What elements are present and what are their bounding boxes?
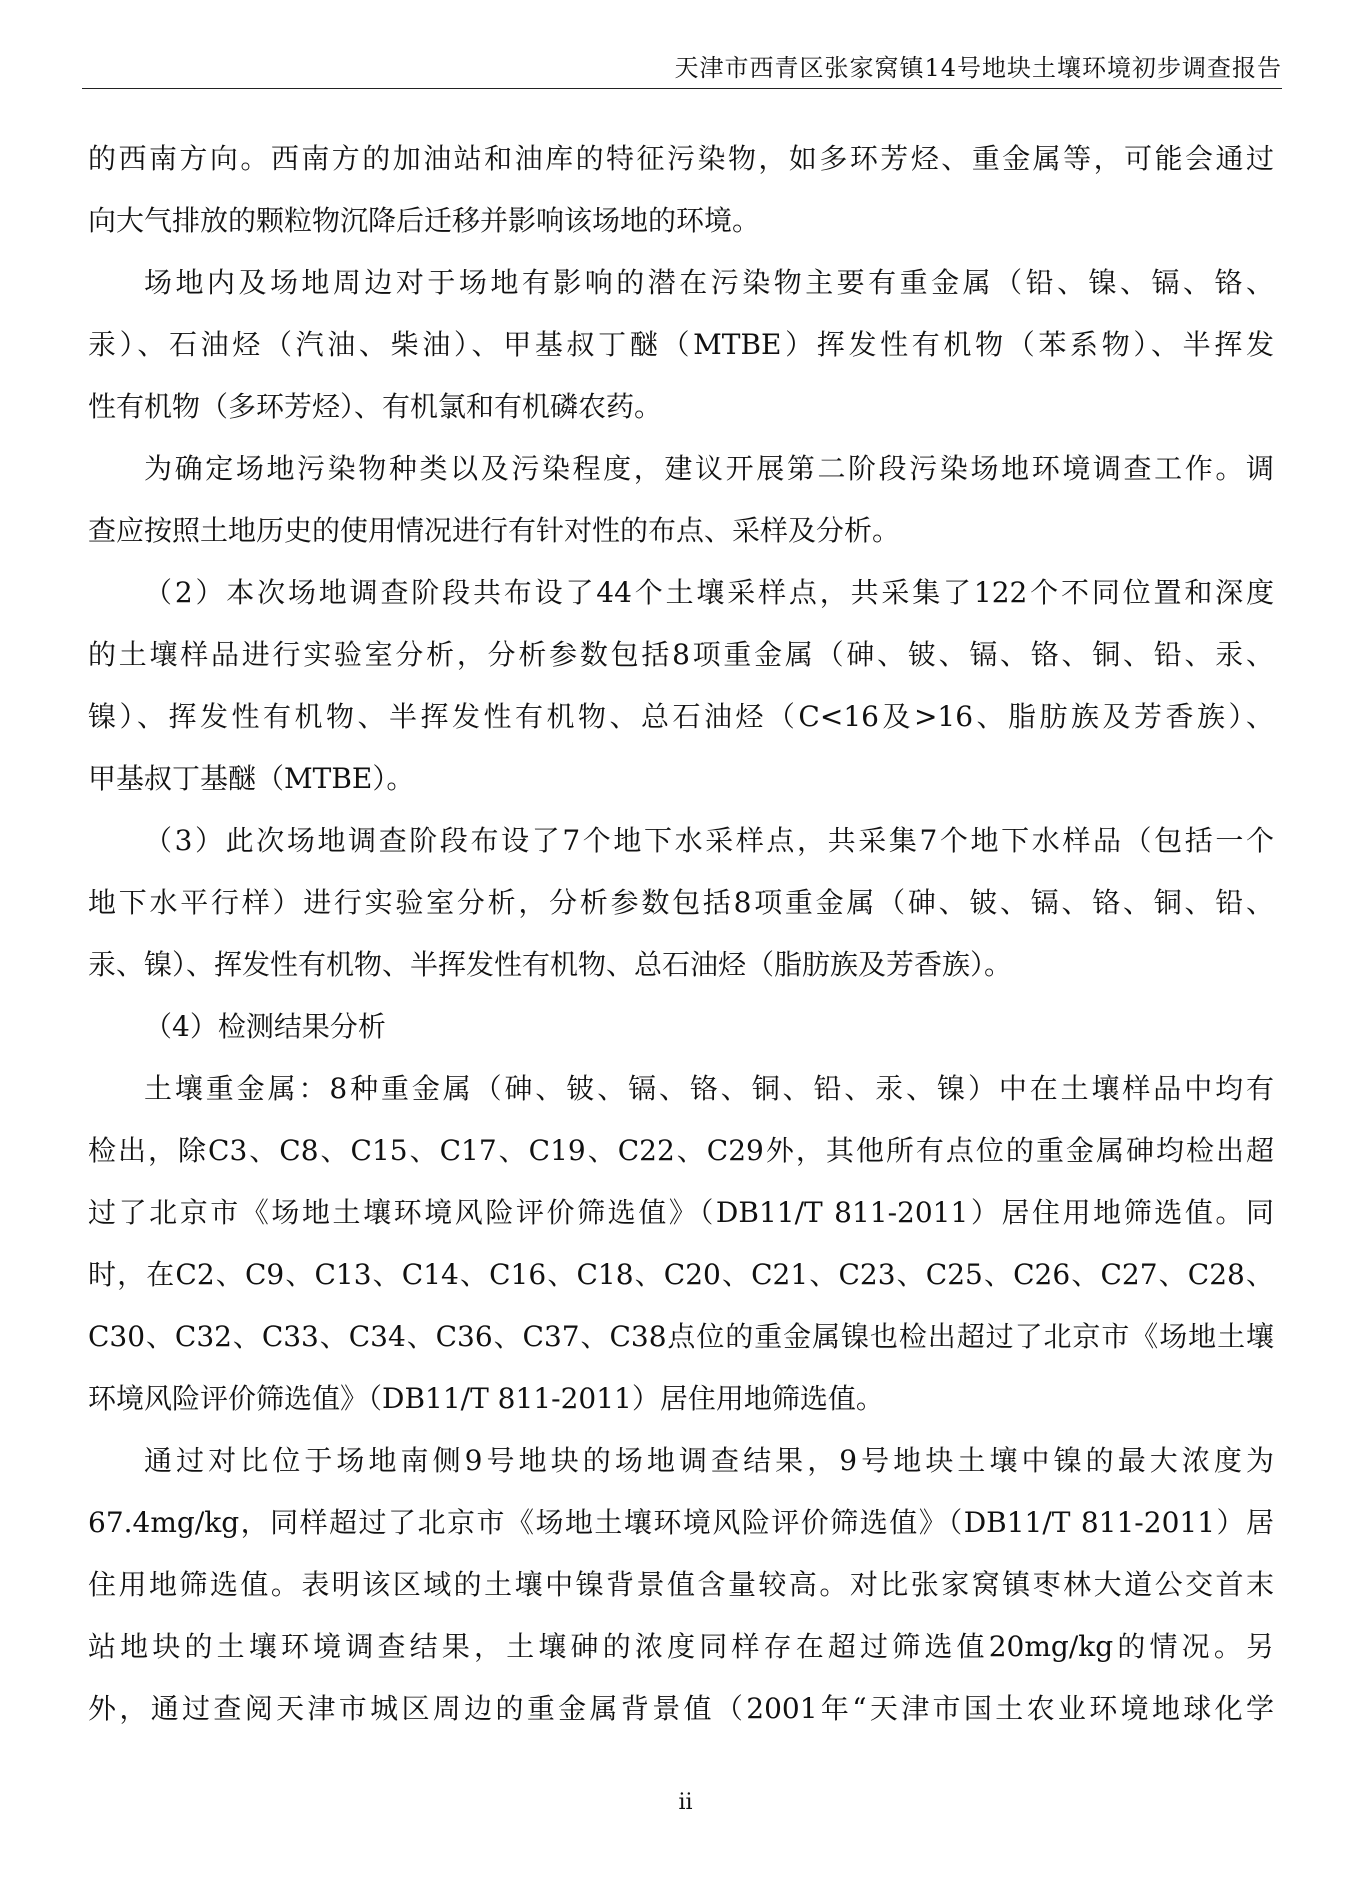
text-line: 镍）、挥发性有机物、半挥发性有机物、总石油烃（C<16及>16、脂肪族及芳香族）、 xyxy=(88,700,1274,733)
text-line: 的西南方向。西南方的加油站和油库的特征污染物，如多环芳烃、重金属等，可能会通过 xyxy=(88,142,1274,175)
page-header xyxy=(82,48,1282,89)
text-line: 场地内及场地周边对于场地有影响的潜在污染物主要有重金属（铅、镍、镉、铬、 xyxy=(144,266,1274,299)
text-line: 性有机物（多环芳烃）、有机氯和有机磷农药。 xyxy=(88,390,663,423)
report-body xyxy=(88,128,1274,1740)
text-line: 住用地筛选值。表明该区域的土壤中镍背景值含量较高。对比张家窝镇枣林大道公交首末 xyxy=(88,1568,1274,1601)
text-line: 检出，除C3、C8、C15、C17、C19、C22、C29外，其他所有点位的重金属砷均检出超 xyxy=(88,1134,1274,1167)
report-title: 天津市西青区张家窝镇14号地块土壤环境初步调查报告 xyxy=(674,54,1282,82)
text-line: （2）本次场地调查阶段共布设了44个土壤采样点，共采集了122个不同位置和深度 xyxy=(144,576,1274,609)
text-line: 环境风险评价筛选值》（DB11/T 811-2011）居住用地筛选值。 xyxy=(88,1382,884,1415)
text-line: 汞）、石油烃（汽油、柴油）、甲基叔丁醚（MTBE）挥发性有机物（苯系物）、半挥发 xyxy=(88,328,1274,361)
text-line: 过了北京市《场地土壤环境风险评价筛选值》（DB11/T 811-2011）居住用地筛选值。同 xyxy=(88,1196,1274,1229)
text-line: 的土壤样品进行实验室分析，分析参数包括8项重金属（砷、铍、镉、铬、铜、铅、汞、 xyxy=(88,638,1274,671)
text-line: 站地块的土壤环境调查结果，土壤砷的浓度同样存在超过筛选值20mg/kg的情况。另 xyxy=(88,1630,1274,1663)
text-line: 甲基叔丁基醚（MTBE）。 xyxy=(88,762,415,795)
text-line: C30、C32、C33、C34、C36、C37、C38点位的重金属镍也检出超过了北京市《场地土壤 xyxy=(88,1320,1274,1353)
text-line: 67.4mg/kg，同样超过了北京市《场地土壤环境风险评价筛选值》（DB11/T 811-2011）居 xyxy=(88,1506,1274,1539)
text-line: 外，通过查阅天津市城区周边的重金属背景值（2001年“天津市国土农业环境地球化学 xyxy=(88,1692,1274,1725)
text-line: 查应按照土地历史的使用情况进行有针对性的布点、采样及分析。 xyxy=(88,514,901,547)
text-line: 时，在C2、C9、C13、C14、C16、C18、C20、C21、C23、C25、C26、C27、C28、 xyxy=(88,1258,1274,1291)
text-line: （3）此次场地调查阶段布设了7个地下水采样点，共采集7个地下水样品（包括一个 xyxy=(144,824,1274,857)
text-line: （4）检测结果分析 xyxy=(144,1010,386,1043)
text-line: 地下水平行样）进行实验室分析，分析参数包括8项重金属（砷、铍、镉、铬、铜、铅、 xyxy=(88,886,1274,919)
text-line: 土壤重金属：8种重金属（砷、铍、镉、铬、铜、铅、汞、镍）中在土壤样品中均有 xyxy=(144,1072,1274,1105)
text-line: 向大气排放的颗粒物沉降后迁移并影响该场地的环境。 xyxy=(88,204,761,237)
page-number: ii xyxy=(678,1790,693,1815)
text-line: 为确定场地污染物种类以及污染程度，建议开展第二阶段污染场地环境调查工作。调 xyxy=(144,452,1274,485)
text-line: 汞、镍）、挥发性有机物、半挥发性有机物、总石油烃（脂肪族及芳香族）。 xyxy=(88,948,1013,981)
text-line: 通过对比位于场地南侧9号地块的场地调查结果，9号地块土壤中镍的最大浓度为 xyxy=(144,1444,1274,1477)
